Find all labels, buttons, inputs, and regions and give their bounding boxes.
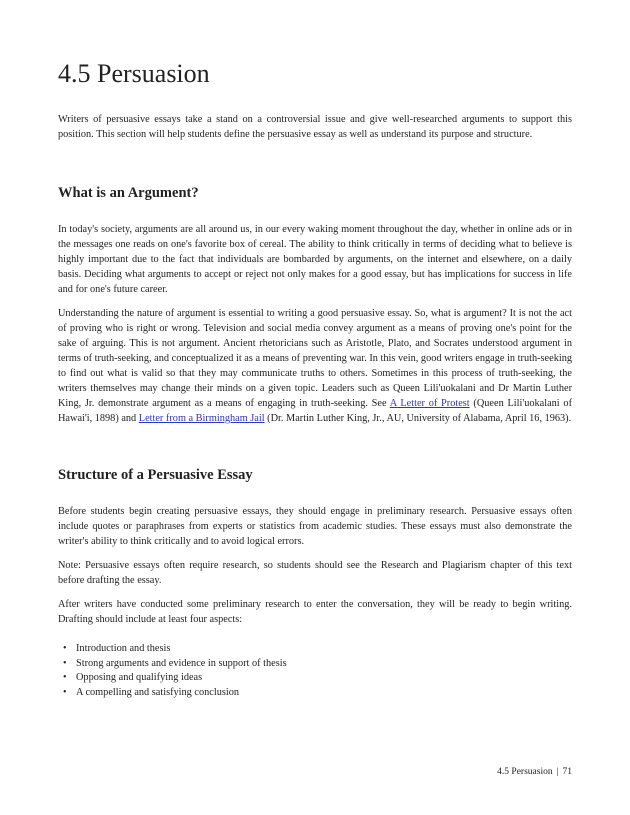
argument-paragraph-2-text: Understanding the nature of argument is essential to writing a good persuasive essay. So, what is argument? It is not the act of proving who is right or wrong. Television and social media convey argument as a means of proving one's point for the sake of arguing. This is not argument. Ancient rhetoricians such as Aristotle, Plato, and Socrates understood argument in terms of truth-seeking, and conceptualized it as a means of preventing war. In this vein, good writers engage in truth-seeking to find out what is valid so that they may communicate truths to others. Sometimes in this process of truth-seeking, the writers themselves may change their minds on a given topic. Leaders such as Queen Lili'uokalani and Dr Martin Luther King, Jr. demonstrate argument as a means of engaging in truth-seeking. See	[58, 308, 572, 409]
list-item-text: Strong arguments and evidence in support of thesis	[76, 657, 287, 669]
argument-paragraph-2-end: (Dr. Martin Luther King, Jr., AU, University of Alabama, April 16, 1963).	[264, 413, 572, 424]
structure-paragraph-1: Before students begin creating persuasive essays, they should engage in preliminary research. Persuasive essays often include quotes or paraphrases from experts or statistics from academic studies. These essays must also demonstrate the writer's ability to think critically and to avoid logical errors.	[58, 506, 572, 547]
argument-paragraph-2	[58, 306, 572, 426]
list-item	[63, 686, 572, 701]
footer-separator: |	[556, 767, 559, 777]
structure-paragraph-3: After writers have conducted some preliminary research to enter the conversation, they will be ready to begin writing. Drafting should include at least four aspects:	[58, 599, 572, 625]
bullet-icon: •	[63, 657, 67, 669]
footer-section-title: 4.5 Persuasion	[497, 767, 553, 777]
argument-paragraph-1: In today's society, arguments are all around us, in our every waking moment throughout the day, whether in online ads or in the messages one reads on one's favorite box of cereal. The ability to think critically in terms of deciding what to believe is highly important due to the fact that individuals are bombarded by arguments, on the internet and elsewhere, on a daily basis. Deciding what arguments to accept or reject not only makes for a good essay, but has implications for success in life and for one's future career.	[58, 224, 572, 295]
list-item-text: Opposing and qualifying ideas	[76, 672, 203, 684]
link-birmingham-jail[interactable]: Letter from a Birmingham Jail	[138, 413, 265, 424]
list-item	[63, 642, 572, 657]
argument-paragraph-2-mid: (Queen Lili'uokalani of Hawai'i, 1898) and	[58, 398, 572, 424]
structure-note-paragraph: Note: Persuasive essays often require research, so students should see the Research and Plagiarism chapter of this text before drafting the essay.	[58, 560, 572, 586]
intro-paragraph: Writers of persuasive essays take a stand on a controversial issue and give well-researched arguments to support this position. This section will help students define the persuasive essay as well as understand its purpose and structure.	[58, 114, 572, 140]
list-item-text: A compelling and satisfying conclusion	[76, 686, 240, 698]
bullet-icon: •	[63, 643, 67, 654]
chapter-title: 4.5 Persuasion	[58, 59, 210, 88]
footer-page-number: 71	[562, 767, 572, 777]
heading-structure-persuasive-essay: Structure of a Persuasive Essay	[58, 467, 253, 483]
page-content	[58, 58, 572, 700]
bullet-icon: •	[63, 672, 67, 684]
page-footer	[497, 766, 572, 778]
heading-what-is-argument: What is an Argument?	[58, 185, 199, 201]
list-item	[63, 657, 572, 672]
list-item	[63, 671, 572, 686]
aspects-list	[58, 642, 572, 700]
bullet-icon: •	[63, 686, 67, 698]
list-item-text: Introduction and thesis	[76, 643, 171, 654]
link-letter-of-protest[interactable]: A Letter of Protest	[389, 398, 470, 409]
